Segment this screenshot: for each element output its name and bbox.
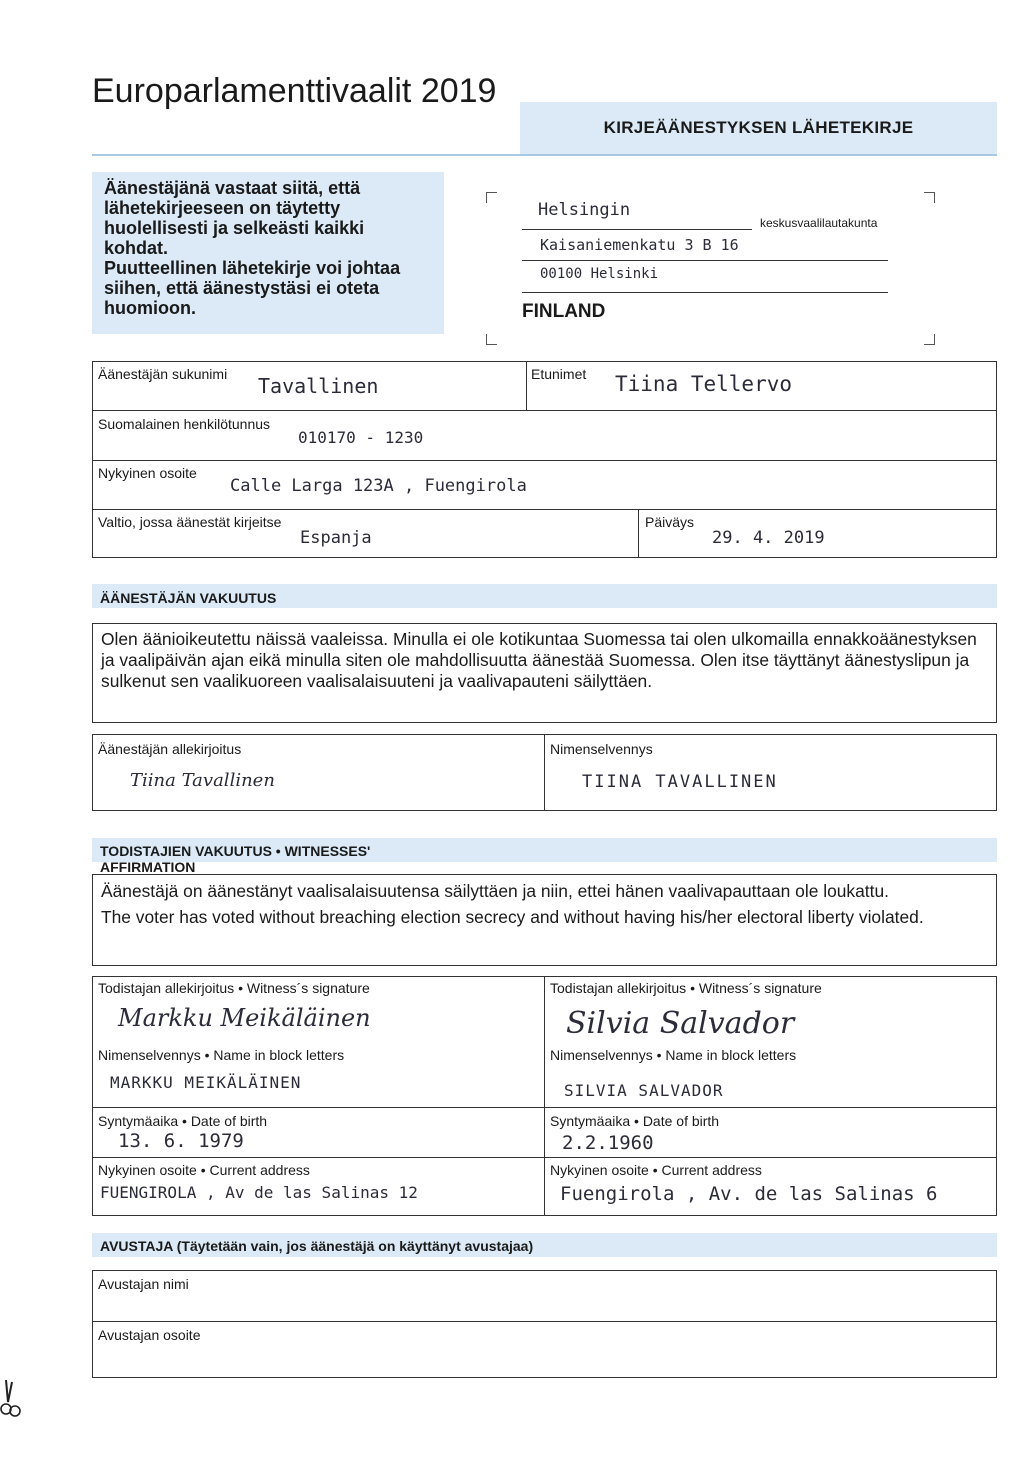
firstnames-value[interactable]: Tiina Tellervo — [615, 372, 793, 396]
assistant-address-label: Avustajan osoite — [98, 1327, 201, 1343]
surname-label: Äänestäjän sukunimi — [98, 366, 228, 382]
voter-signature[interactable]: Tiina Tavallinen — [130, 770, 275, 791]
w1-signature[interactable]: Markku Meikäläinen — [118, 1004, 371, 1032]
voting-country-label: Valtio, jossa äänestät kirjeitse — [98, 514, 282, 530]
witnesses-text-en: The voter has voted without breaching election secrecy and without having his/her electoral liberty violated. — [101, 907, 924, 927]
w1-dob-label: Syntymäaika • Date of birth — [98, 1113, 268, 1129]
w2-block-label: Nimenselvennys • Name in block letters — [550, 1047, 797, 1063]
grid-row-line — [92, 1107, 997, 1108]
w1-address[interactable]: FUENGIROLA , Av de las Salinas 12 — [100, 1183, 418, 1202]
w1-dob[interactable]: 13. 6. 1979 — [118, 1130, 244, 1152]
grid-col-line — [638, 509, 639, 558]
assistant-heading: AVUSTAJA (Täytetään vain, jos äänestäjä on käyttänyt avustajaa) — [92, 1233, 562, 1257]
current-address-value[interactable]: Calle Larga 123A , Fuengirola — [230, 476, 527, 496]
grid-row-line — [92, 460, 997, 461]
current-address-label: Nykyinen osoite — [98, 465, 197, 481]
witnesses-heading-band — [464, 838, 997, 862]
assistant-heading-band — [562, 1233, 997, 1257]
voter-notice — [92, 172, 444, 334]
w2-signature[interactable]: Silvia Salvador — [566, 1006, 795, 1041]
surname-value[interactable]: Tavallinen — [258, 374, 379, 398]
grid-row-line — [92, 509, 997, 510]
witnesses-text-fi: Äänestäjä on äänestänyt vaalisalaisuutensa säilyttäen ja niin, ettei hänen vaalivapauttaan ole loukattu. — [101, 881, 889, 901]
assistant-name-label: Avustajan nimi — [98, 1276, 189, 1292]
voter-signature-label: Äänestäjän allekirjoitus — [98, 741, 242, 757]
w1-block-label: Nimenselvennys • Name in block letters — [98, 1047, 345, 1063]
address-line-2 — [522, 260, 888, 261]
page-title: Europarlamenttivaalit 2019 — [92, 72, 497, 110]
w2-dob[interactable]: 2.2.1960 — [562, 1132, 654, 1154]
w1-signature-label: Todistajan allekirjoitus • Witness´s signature — [98, 980, 370, 996]
grid-row-line — [92, 410, 997, 411]
address-line-1 — [522, 229, 752, 230]
address-postal: 00100 Helsinki — [540, 266, 659, 282]
w2-address-label: Nykyinen osoite • Current address — [550, 1162, 762, 1178]
id-value[interactable]: 010170 - 1230 — [298, 428, 424, 447]
form-name-band: KIRJEÄÄNESTYKSEN LÄHETEKIRJE — [520, 102, 997, 154]
date-value[interactable]: 29. 4. 2019 — [712, 528, 825, 548]
id-label: Suomalainen henkilötunnus — [98, 416, 271, 432]
clarification-value[interactable]: TIINA TAVALLINEN — [582, 772, 778, 792]
witnesses-heading: TODISTAJIEN VAKUUTUS • WITNESSES' AFFIRMATION — [92, 838, 464, 862]
notice-line-1: Äänestäjänä vastaat siitä, että lähetekirjeeseen on täytetty huolellisesti ja selkeästi kaikki kohdat. — [104, 178, 365, 258]
window-corner-br — [924, 334, 935, 345]
window-corner-tl — [486, 192, 497, 203]
voting-country-value[interactable]: Espanja — [300, 528, 372, 548]
date-label: Päiväys — [645, 514, 695, 530]
w1-address-label: Nykyinen osoite • Current address — [98, 1162, 310, 1178]
declaration-text: Olen äänioikeutettu näissä vaaleissa. Minulla ei ole kotikuntaa Suomessa tai olen ulkomailla ennakkoäänestyksen ja vaalipäivän ajan eikä minulla siten ole mahdollisuutta äänestää Suomessa. Olen itse täyttänyt äänestyslipun ja sulkenut sen vaalikuoreen vaalisalaisuuteni ja vaalivapauteni säilyttäen. — [92, 623, 997, 723]
window-corner-tr — [924, 192, 935, 203]
w2-block[interactable]: SILVIA SALVADOR — [564, 1081, 724, 1100]
notice-line-2: Puutteellinen lähetekirje voi johtaa siihen, että äänestystäsi ei oteta huomioon. — [104, 258, 401, 318]
w1-block[interactable]: MARKKU MEIKÄLÄINEN — [110, 1073, 302, 1092]
declaration-heading: ÄÄNESTÄJÄN VAKUUTUS — [92, 584, 997, 608]
witnesses-text — [92, 874, 997, 966]
grid-col-line — [544, 976, 545, 1216]
board-label: keskusvaalilautakunta — [760, 216, 878, 230]
w2-dob-label: Syntymäaika • Date of birth — [550, 1113, 720, 1129]
window-corner-bl — [486, 334, 497, 345]
scissors-icon — [0, 1380, 26, 1420]
address-street: Kaisaniemenkatu 3 B 16 — [540, 236, 739, 254]
grid-row-line — [92, 1157, 997, 1158]
address-country: FINLAND — [522, 301, 606, 322]
assistant-grid — [92, 1270, 997, 1378]
grid-col-line — [526, 361, 527, 410]
header-rule — [92, 154, 997, 156]
firstnames-label: Etunimet — [531, 366, 587, 382]
w2-address[interactable]: Fuengirola , Av. de las Salinas 6 — [560, 1183, 938, 1205]
grid-col-line — [544, 734, 545, 811]
clarification-label: Nimenselvennys — [550, 741, 653, 757]
w2-signature-label: Todistajan allekirjoitus • Witness´s signature — [550, 980, 822, 996]
address-line-3 — [522, 292, 888, 293]
address-city: Helsingin — [538, 200, 631, 220]
grid-row-line — [92, 1321, 997, 1322]
